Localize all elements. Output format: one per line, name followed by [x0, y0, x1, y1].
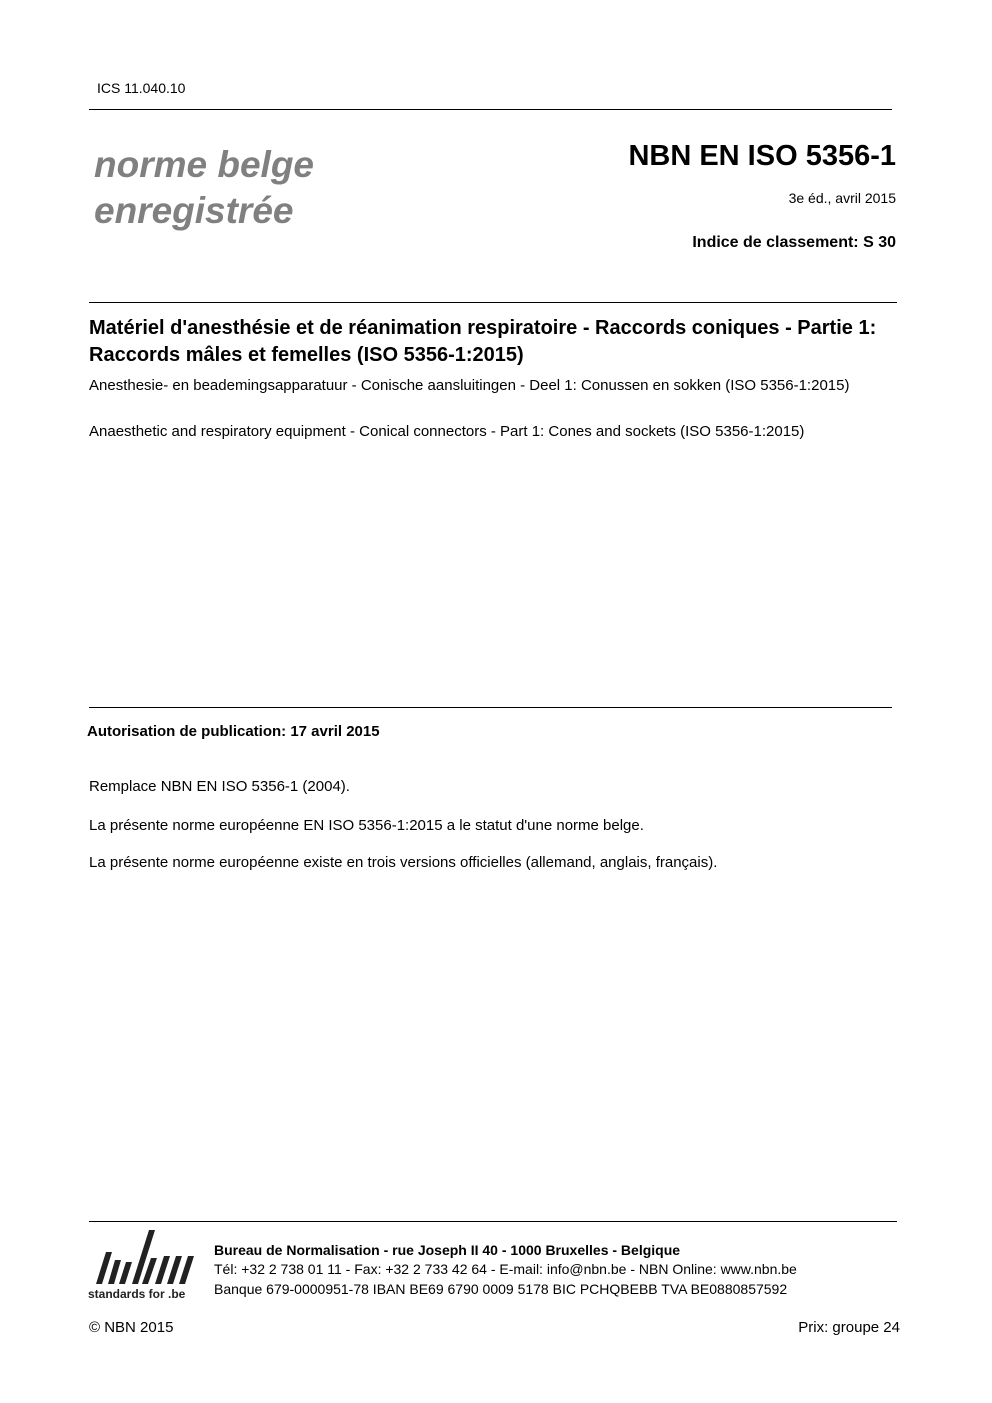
title-english: Anaesthetic and respiratory equipment - Conical connectors - Part 1: Cones and sockets (ISO 5356-1:2015): [89, 423, 805, 440]
footer-contact: Tél: +32 2 738 01 11 - Fax: +32 2 733 42 64 - E-mail: info@nbn.be - NBN Online: www.nbn.be: [214, 1261, 797, 1277]
brand-line-1: norme belge: [94, 144, 314, 185]
footer-address: Bureau de Normalisation - rue Joseph II 40 - 1000 Bruxelles - Belgique: [214, 1242, 681, 1258]
nbn-logo: [88, 1226, 203, 1306]
paragraph-versions: La présente norme européenne existe en trois versions officielles (allemand, anglais, français).: [89, 854, 718, 871]
brand-line-2: enregistrée: [94, 190, 294, 231]
title-dutch: Anesthesie- en beademingsapparatuur - Conische aansluitingen - Deel 1: Conussen en sokken (ISO 5356-1:2015): [89, 377, 850, 394]
publication-authorisation: Autorisation de publication: 17 avril 2015: [87, 723, 380, 740]
publication-divider: [89, 707, 892, 708]
paragraph-status: La présente norme européenne EN ISO 5356-1:2015 a le statut d'une norme belge.: [89, 817, 644, 834]
title-french: Matériel d'anesthésie et de réanimation respiratoire - Raccords coniques - Partie 1: Raccords mâles et femelles (ISO 5356-1:2015): [89, 317, 877, 366]
edition: 3e éd., avril 2015: [788, 190, 896, 206]
nbn-logo-icon: [88, 1226, 203, 1286]
standard-number: NBN EN ISO 5356-1: [628, 140, 896, 172]
price-group: Prix: groupe 24: [798, 1319, 900, 1336]
title-divider: [89, 302, 897, 303]
paragraph-replaces: Remplace NBN EN ISO 5356-1 (2004).: [89, 778, 350, 795]
ics-code: ICS 11.040.10: [97, 80, 186, 96]
header-divider: [89, 109, 892, 110]
brand-title: [94, 142, 314, 234]
copyright: © NBN 2015: [89, 1319, 174, 1336]
footer-divider: [89, 1221, 897, 1222]
classification-index: Indice de classement: S 30: [692, 234, 896, 251]
footer-bank: Banque 679-0000951-78 IBAN BE69 6790 0009 5178 BIC PCHQBEBB TVA BE0880857592: [214, 1281, 788, 1297]
logo-tagline: standards for .be: [88, 1287, 186, 1301]
